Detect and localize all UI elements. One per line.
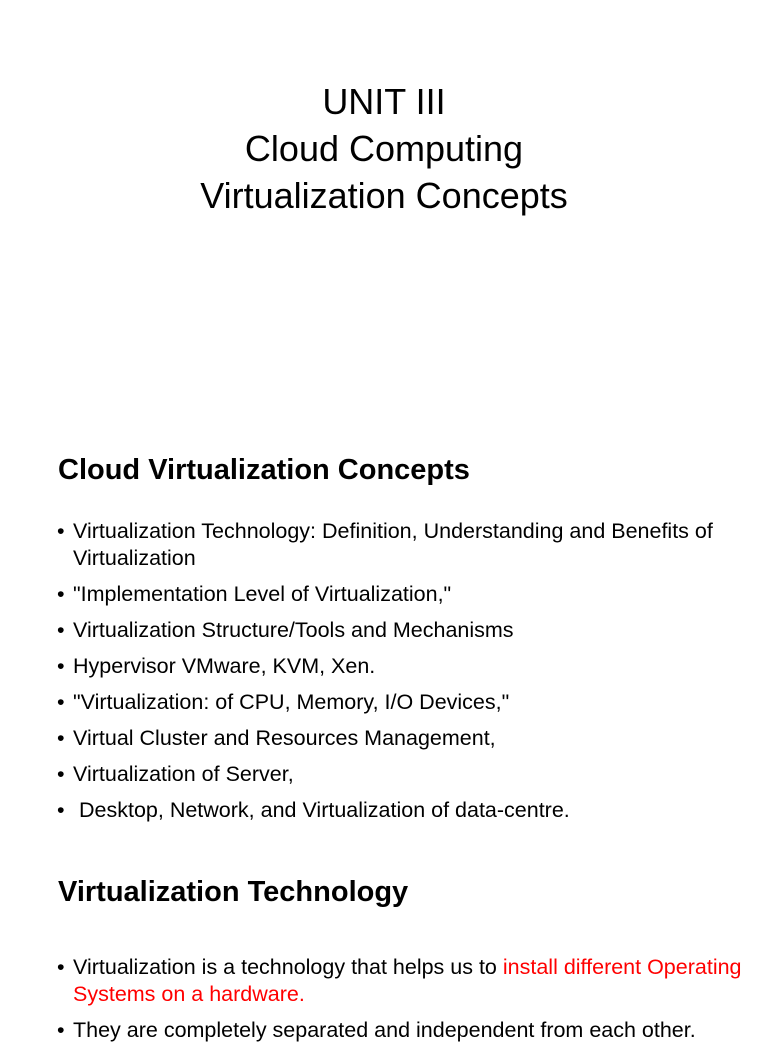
bullet-icon: • <box>57 1018 65 1042</box>
technology-slide <box>0 846 768 1042</box>
title-line-topic: Virtualization Concepts <box>200 175 568 216</box>
bullet-text: "Virtualization: of CPU, Memory, I/O Devices," <box>73 690 510 714</box>
bullet-list <box>57 518 747 833</box>
bullet-icon: • <box>57 690 65 714</box>
concepts-slide <box>0 432 768 846</box>
bullet-icon: • <box>57 762 65 786</box>
title-line-unit: UNIT III <box>322 81 446 122</box>
title-line-subject: Cloud Computing <box>244 128 524 169</box>
bullet-icon: • <box>57 582 65 606</box>
bullet-icon: • <box>57 618 65 642</box>
bullet-icon: • <box>57 726 65 750</box>
bullet-text: Hypervisor VMware, KVM, Xen. <box>73 654 376 678</box>
bullet-item <box>57 689 747 716</box>
bullet-text: Virtual Cluster and Resources Management, <box>73 726 496 750</box>
bullet-icon: • <box>57 654 65 678</box>
bullet-icon: • <box>57 519 65 543</box>
bullet-item <box>57 761 747 788</box>
bullet-text: "Implementation Level of Virtualization," <box>73 582 452 606</box>
highlighted-text: install different Operating Systems on a hardware. <box>73 955 742 1006</box>
bullet-item <box>57 617 747 644</box>
slide-heading: Virtualization Technology <box>58 876 409 908</box>
bullet-item <box>57 797 747 824</box>
title-slide <box>0 0 768 432</box>
bullet-item <box>57 653 747 680</box>
slide-heading: Cloud Virtualization Concepts <box>58 454 470 486</box>
bullet-text: Virtualization is a technology that helps us to <box>73 955 503 979</box>
bullet-text: Virtualization Technology: Definition, Understanding and Benefits of Virtualization <box>73 519 713 570</box>
bullet-icon: • <box>57 955 65 979</box>
bullet-text: They are completely separated and independent from each other. <box>73 1018 696 1042</box>
bullet-item <box>57 518 747 572</box>
slide-title <box>0 78 768 219</box>
bullet-icon: • <box>57 798 65 822</box>
bullet-item <box>57 1017 747 1044</box>
bullet-list <box>57 954 747 1053</box>
bullet-text: Desktop, Network, and Virtualization of data-centre. <box>79 798 570 822</box>
bullet-item <box>57 581 747 608</box>
bullet-text: Virtualization Structure/Tools and Mechanisms <box>73 618 514 642</box>
bullet-item <box>57 725 747 752</box>
bullet-text: Virtualization of Server, <box>73 762 294 786</box>
bullet-item <box>57 954 747 1008</box>
